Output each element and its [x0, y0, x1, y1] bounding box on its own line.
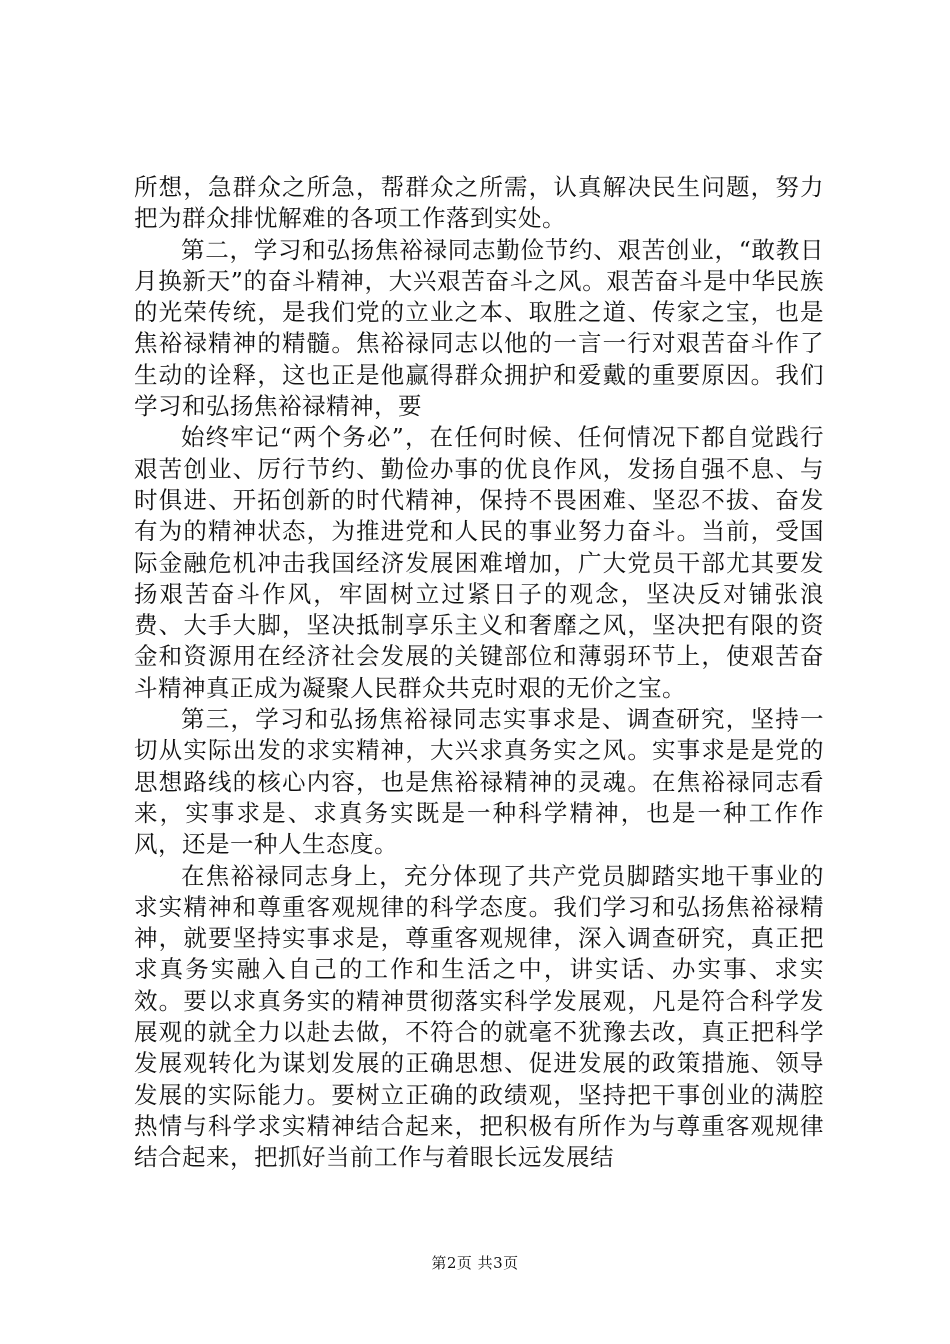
paragraph-1: 所想，急群众之所急，帮群众之所需，认真解决民生问题，努力把为群众排忧解难的各项工作落到实处。	[134, 173, 824, 233]
paragraph-4: 第三，学习和弘扬焦裕禄同志实事求是、调查研究，坚持一切从实际出发的求实精神，大兴求真务实之风。实事求是是党的思想路线的核心内容，也是焦裕禄精神的灵魂。在焦裕禄同志看来，实事求是、求真务实既是一种科学精神，也是一种工作作风，还是一种人生态度。	[134, 705, 824, 859]
document-body	[134, 172, 824, 1174]
paragraph-3: 始终牢记“两个务必”，在任何时候、任何情况下都自觉践行艰苦创业、厉行节约、勤俭办事的优良作风，发扬自强不息、与时俱进、开拓创新的时代精神，保持不畏困难、坚忍不拔、奋发有为的精神状态，为推进党和人民的事业努力奋斗。当前，受国际金融危机冲击我国经济发展困难增加，广大党员干部尤其要发扬艰苦奋斗作风，牢固树立过紧日子的观念，坚决反对铺张浪费、大手大脚，坚决抵制享乐主义和奢靡之风，坚决把有限的资金和资源用在经济社会发展的关键部位和薄弱环节上，使艰苦奋斗精神真正成为凝聚人民群众共克时艰的无价之宝。	[134, 423, 824, 702]
paragraph-2: 第二，学习和弘扬焦裕禄同志勤俭节约、艰苦创业，“敢教日月换新天”的奋斗精神，大兴艰苦奋斗之风。艰苦奋斗是中华民族的光荣传统，是我们党的立业之本、取胜之道、传家之宝，也是焦裕禄精神的精髓。焦裕禄同志以他的一言一行对艰苦奋斗作了生动的诠释，这也正是他赢得群众拥护和爱戴的重要原因。我们学习和弘扬焦裕禄精神，要	[134, 235, 824, 421]
paragraph-5: 在焦裕禄同志身上，充分体现了共产党员脚踏实地干事业的求实精神和尊重客观规律的科学态度。我们学习和弘扬焦裕禄精神，就要坚持实事求是，尊重客观规律，深入调查研究，真正把求真务实融入自己的工作和生活之中，讲实话、办实事、求实效。要以求真务实的精神贯彻落实科学发展观，凡是符合科学发展观的就全力以赴去做，不符合的就毫不犹豫去改，真正把科学发展观转化为谋划发展的正确思想、促进发展的政策措施、领导发展的实际能力。要树立正确的政绩观，坚持把干事创业的满腔热情与科学求实精神结合起来，把积极有所作为与尊重客观规律结合起来，把抓好当前工作与着眼长远发展结	[134, 861, 824, 1172]
page-footer: 第2页 共3页	[431, 1254, 519, 1272]
